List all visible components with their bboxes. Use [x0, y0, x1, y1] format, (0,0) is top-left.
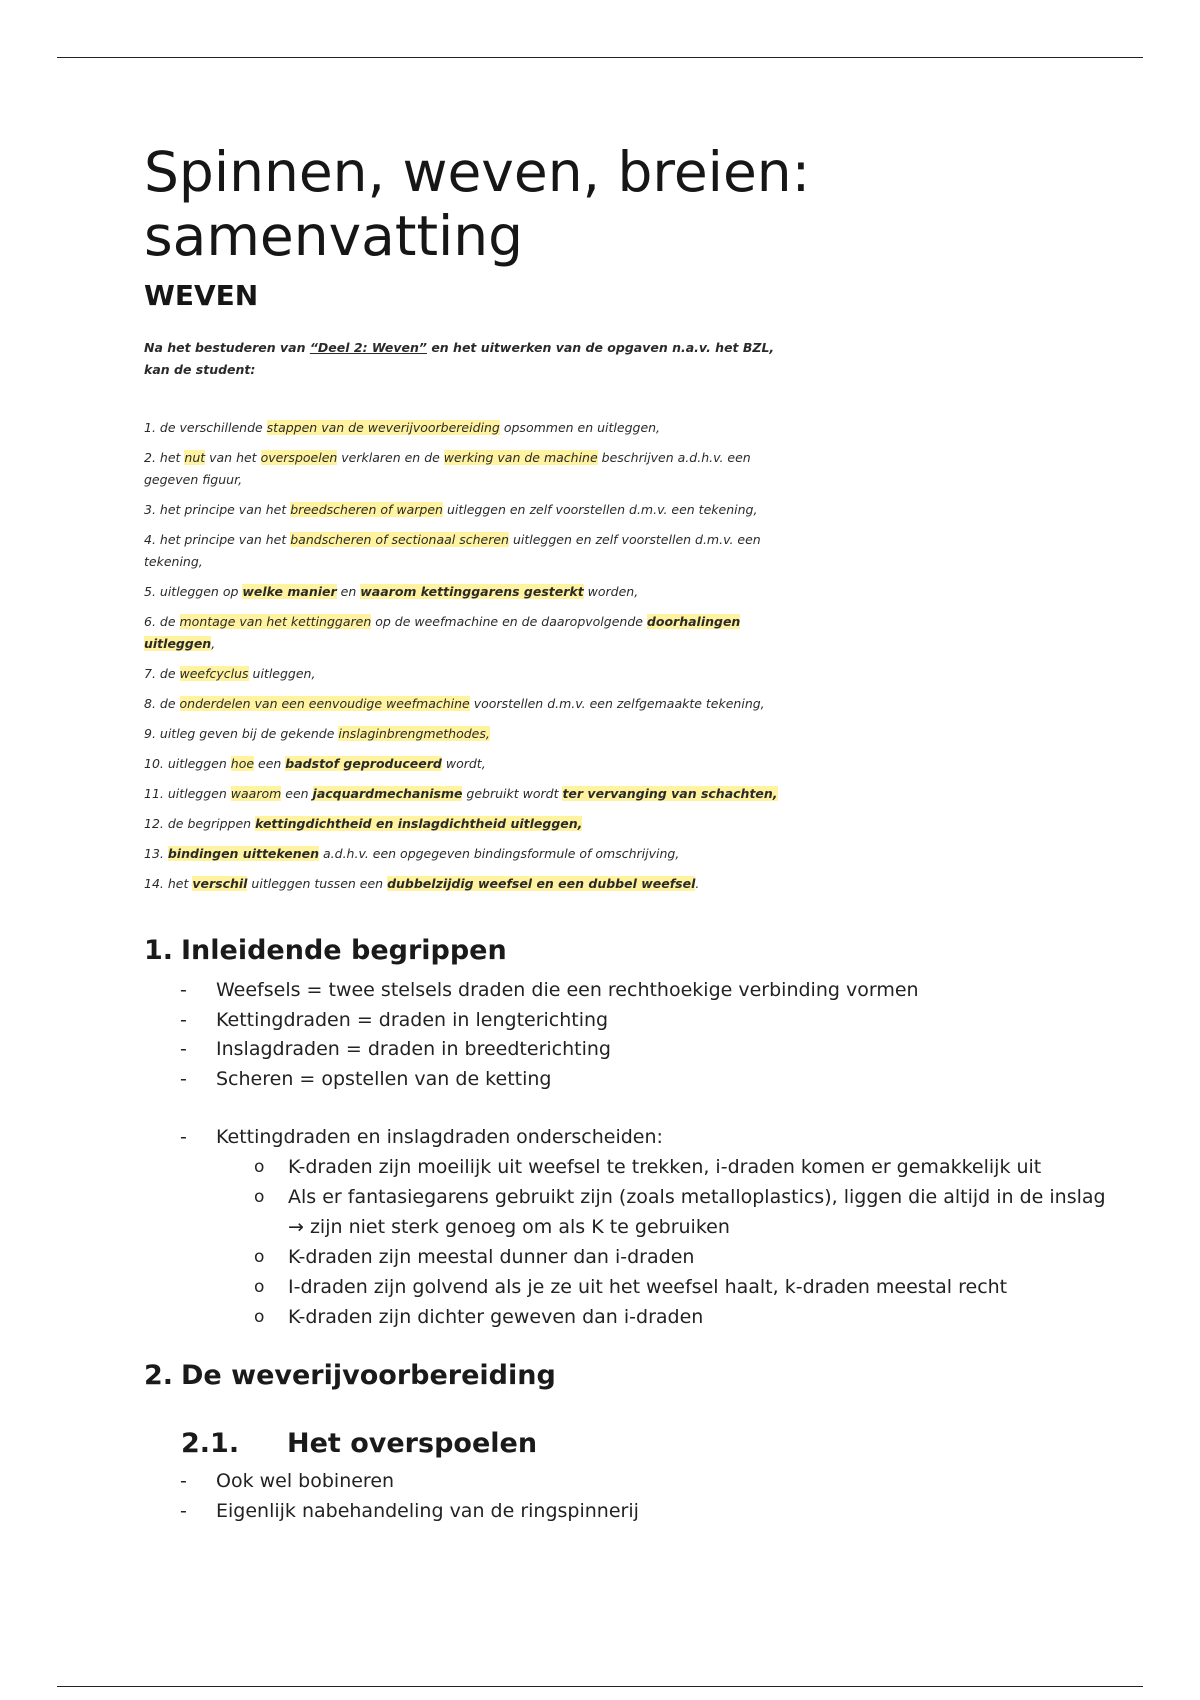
objectives-intro — [144, 337, 804, 381]
compare-sub-list — [254, 1152, 1114, 1332]
subsection-title: Het overspoelen — [287, 1428, 538, 1459]
section-2-heading — [144, 1360, 556, 1391]
objective-text: 7. de — [144, 666, 180, 681]
objective-item — [144, 417, 784, 439]
top-rule — [57, 57, 1143, 58]
highlighted-text: stappen van de weverijvoorbereiding — [266, 420, 500, 435]
list-item: - Eigenlijk nabehandeling van de ringspinnerij — [180, 1497, 639, 1527]
objective-text: wordt, — [441, 756, 486, 771]
intro-text-end: en het uitwerken van de opgaven n.a.v. het BZL, kan de student: — [144, 340, 775, 377]
objective-item — [144, 447, 784, 491]
list-item: - Kettingdraden en inslagdraden onderscheiden: — [180, 1123, 663, 1153]
sub-list-item: o I-draden zijn golvend als je ze uit het weefsel haalt, k-draden meestal recht — [254, 1272, 1114, 1302]
objective-text: 14. het — [144, 876, 193, 891]
objective-text: op de weefmachine en de daaropvolgende — [371, 614, 647, 629]
highlighted-text: kettingdichtheid en inslagdichtheid uitleggen, — [255, 816, 583, 831]
sub-list-item: o Als er fantasiegarens gebruikt zijn (zoals metalloplastics), liggen die altijd in de inslag → zijn niet sterk genoeg om als K te gebruiken — [254, 1182, 1114, 1242]
objective-text: van het — [205, 450, 261, 465]
objective-text: a.d.h.v. een opgegeven bindingsformule of omschrijving, — [319, 846, 680, 861]
objective-text: 13. — [144, 846, 168, 861]
objective-text: een — [281, 786, 313, 801]
objective-text: voorstellen d.m.v. een zelfgemaakte tekening, — [469, 696, 765, 711]
definitions-list — [180, 976, 919, 1094]
learning-objectives — [144, 337, 794, 903]
list-item: - Ook wel bobineren — [180, 1467, 639, 1497]
list-item: - Scheren = opstellen van de ketting — [180, 1065, 919, 1095]
highlighted-text: ter vervanging van schachten, — [562, 786, 778, 801]
objective-text: 10. uitleggen — [144, 756, 231, 771]
highlighted-text: montage van het kettinggaren — [179, 614, 372, 629]
objective-text: 4. het principe van het — [144, 532, 291, 547]
objective-text: , — [211, 636, 216, 651]
objective-text: verklaren en de — [337, 450, 444, 465]
highlighted-text: hoe — [230, 756, 255, 771]
highlighted-text: breedscheren of warpen — [290, 502, 443, 517]
highlighted-text: welke manier — [242, 584, 337, 599]
objective-item — [144, 813, 784, 835]
objective-item — [144, 581, 784, 603]
objective-text: 3. het principe van het — [144, 502, 291, 517]
list-item: - Inslagdraden = draden in breedterichting — [180, 1035, 919, 1065]
objective-item — [144, 723, 784, 745]
subsection-2-1-heading — [181, 1428, 537, 1459]
compare-list — [180, 1123, 663, 1153]
objective-item — [144, 611, 784, 655]
objective-text: 2. het — [144, 450, 185, 465]
objective-text: 5. uitleggen op — [144, 584, 243, 599]
highlighted-text: verschil — [192, 876, 248, 891]
objective-text: en — [336, 584, 361, 599]
objective-item — [144, 663, 784, 685]
section-number: 2. — [144, 1360, 174, 1391]
section-title: De weverijvoorbereiding — [181, 1360, 556, 1391]
objective-text: 9. uitleg geven bij de gekende — [144, 726, 339, 741]
document-subtitle: WEVEN — [144, 279, 259, 312]
list-item: - Kettingdraden = draden in lengterichting — [180, 1006, 919, 1036]
highlighted-text: bindingen uittekenen — [167, 846, 320, 861]
subsection-number: 2.1. — [181, 1428, 240, 1459]
objective-text: gebruikt wordt — [462, 786, 563, 801]
objective-item — [144, 843, 784, 865]
objective-text: 1. de verschillende — [144, 420, 267, 435]
objective-text: . — [695, 876, 700, 891]
objective-text: uitleggen en zelf voorstellen d.m.v. een tekening, — [442, 502, 758, 517]
objective-item — [144, 873, 784, 895]
objective-text: uitleggen tussen een — [247, 876, 388, 891]
section-number: 1. — [144, 935, 174, 966]
intro-text: Na het bestuderen van — [144, 340, 310, 355]
objectives-list — [144, 417, 794, 895]
objective-text: worden, — [583, 584, 639, 599]
objective-item — [144, 753, 784, 775]
highlighted-text: nut — [184, 450, 206, 465]
objective-text: 12. de begrippen — [144, 816, 256, 831]
objective-text: 11. uitleggen — [144, 786, 231, 801]
overspoelen-list — [180, 1467, 639, 1526]
highlighted-text: badstof geproduceerd — [285, 756, 442, 771]
bottom-rule — [57, 1686, 1143, 1687]
list-item: - Weefsels = twee stelsels draden die een rechthoekige verbinding vormen — [180, 976, 919, 1006]
objective-item — [144, 693, 784, 715]
highlighted-text: doorhalingen uitleggen — [144, 614, 741, 651]
sub-list-item: o K-draden zijn moeilijk uit weefsel te trekken, i-draden komen er gemakkelijk uit — [254, 1152, 1114, 1182]
objective-text: 8. de — [144, 696, 180, 711]
objective-text: opsommen en uitleggen, — [499, 420, 661, 435]
objective-item — [144, 529, 784, 573]
highlighted-text: inslaginbrengmethodes, — [338, 726, 490, 741]
highlighted-text: waarom — [230, 786, 282, 801]
highlighted-text: weefcyclus — [179, 666, 249, 681]
highlighted-text: werking van de machine — [443, 450, 598, 465]
highlighted-text: dubbelzijdig weefsel en een dubbel weefsel — [387, 876, 696, 891]
highlighted-text: onderdelen van een eenvoudige weefmachine — [179, 696, 470, 711]
highlighted-text: bandscheren of sectionaal scheren — [290, 532, 509, 547]
section-title: Inleidende begrippen — [181, 935, 507, 966]
highlighted-text: jacquardmechanisme — [312, 786, 463, 801]
objective-text: uitleggen en zelf voorstellen d.m.v. een tekening, — [144, 532, 761, 569]
intro-reference: “Deel 2: Weven” — [309, 340, 427, 355]
objective-text: uitleggen, — [248, 666, 316, 681]
sub-list-item: o K-draden zijn dichter geweven dan i-draden — [254, 1302, 1114, 1332]
objective-item — [144, 783, 784, 805]
highlighted-text: waarom kettinggarens gesterkt — [360, 584, 584, 599]
objective-item — [144, 499, 784, 521]
highlighted-text: overspoelen — [260, 450, 338, 465]
objective-text: een — [254, 756, 286, 771]
objective-text: beschrijven a.d.h.v. een gegeven figuur, — [144, 450, 751, 487]
section-1-heading — [144, 935, 507, 966]
objective-text: 6. de — [144, 614, 180, 629]
sub-list-item: o K-draden zijn meestal dunner dan i-draden — [254, 1242, 1114, 1272]
document-title: Spinnen, weven, breien: samenvatting — [144, 140, 811, 268]
